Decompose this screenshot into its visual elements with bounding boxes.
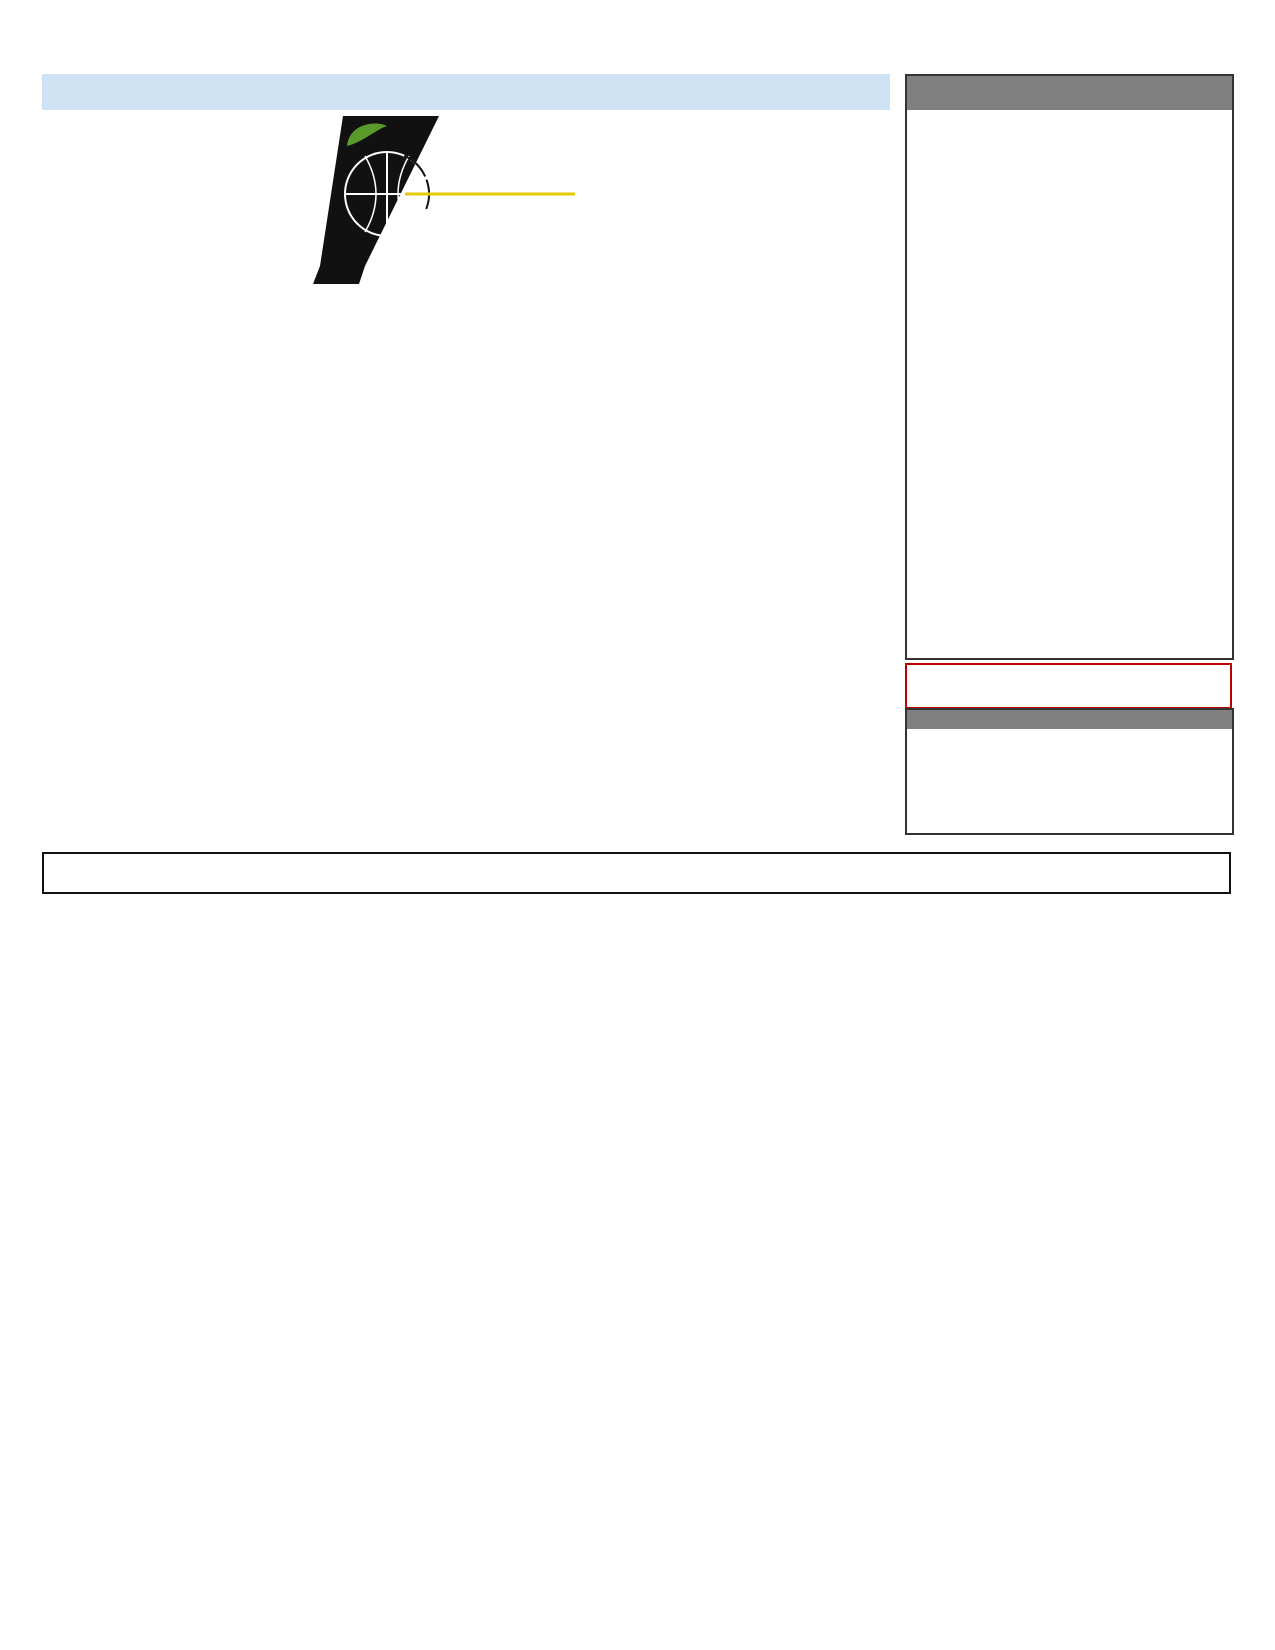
legend-heading [907,710,1232,729]
makeup-dates-box [905,663,1232,709]
logo-slash [320,116,439,266]
footnotes [42,852,1231,894]
important-dates-heading [907,76,1232,110]
title-bar [42,74,890,110]
legend-panel [905,708,1234,835]
district-logo [305,116,610,284]
important-dates-panel [905,74,1234,660]
